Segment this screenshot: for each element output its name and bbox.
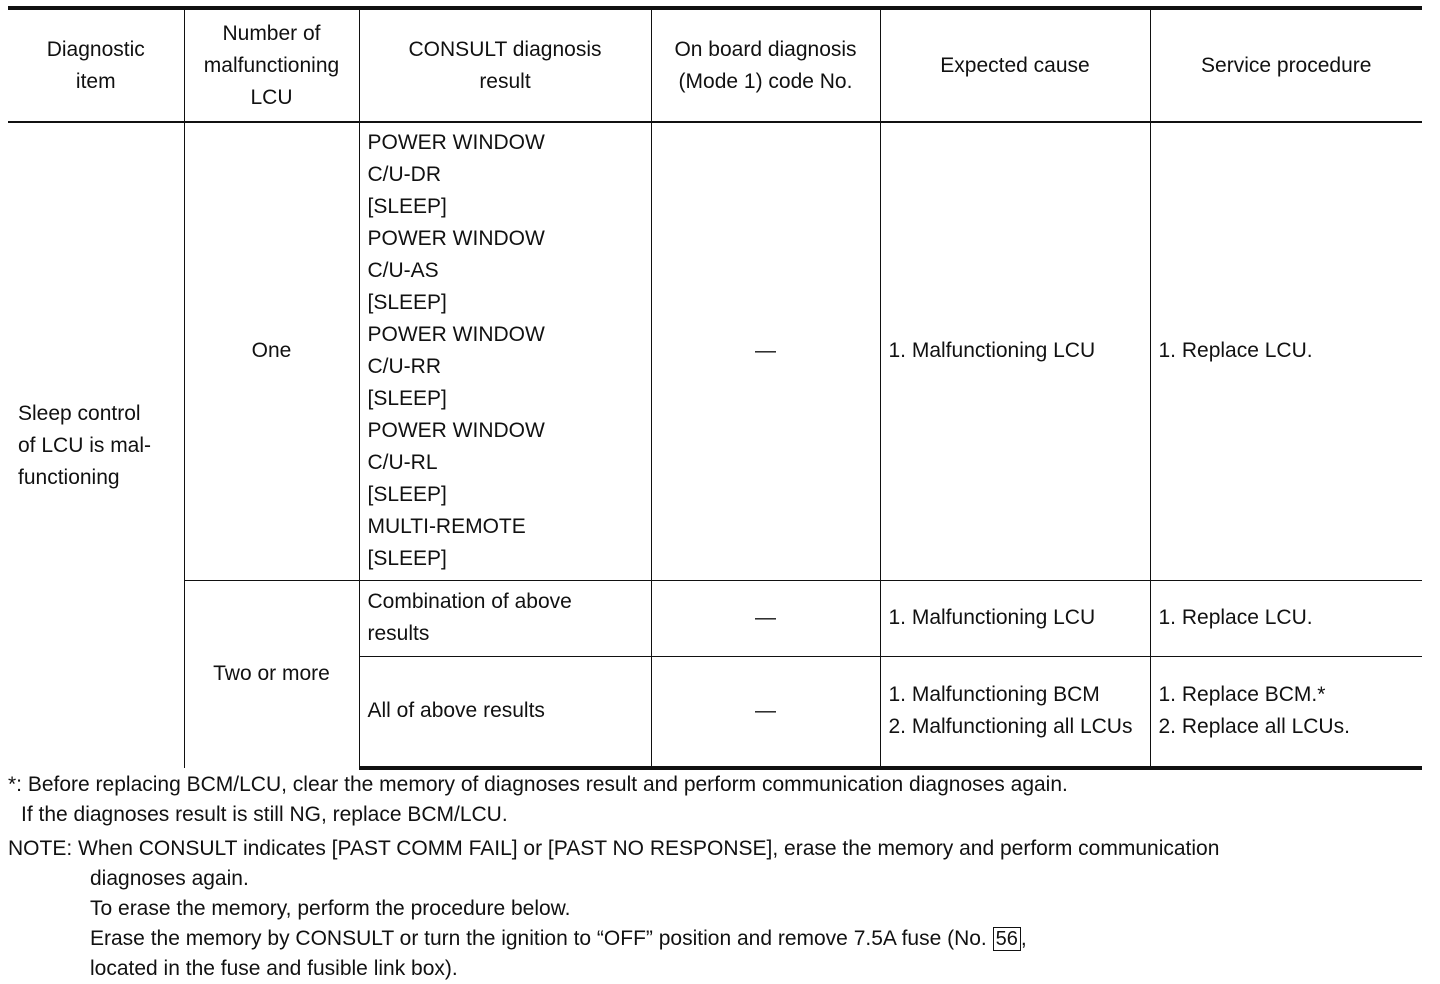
result-line: POWER WINDOW — [367, 323, 545, 347]
malfunction-count-cell: Two or more — [184, 580, 359, 768]
header-service-procedure — [1150, 8, 1422, 122]
procedure-line: 1. Replace LCU. — [1158, 339, 1313, 363]
note-block — [8, 834, 1428, 984]
result-line: POWER WINDOW — [367, 131, 545, 155]
consult-result-cell — [359, 122, 651, 580]
header-diagnostic-item — [8, 8, 184, 122]
header-text: Service procedure — [1201, 53, 1372, 77]
table-row — [8, 122, 1422, 580]
obd-code-cell: — — [651, 122, 880, 580]
footnote-line: *: Before replacing BCM/LCU, clear the memory of diagnoses result and perform communication diagnoses again. — [8, 773, 1068, 796]
header-text: Number of — [222, 21, 321, 45]
result-line: Combination of above — [367, 590, 572, 613]
note-line: To erase the memory, perform the procedure below. — [90, 897, 571, 920]
header-text: (Mode 1) code No. — [678, 69, 853, 93]
footnotes — [8, 770, 1428, 984]
cause-line: 2. Malfunctioning all LCUs — [888, 715, 1133, 739]
header-obd-code — [651, 8, 880, 122]
service-procedure-cell — [1150, 656, 1422, 768]
note-text: Erase the memory by CONSULT or turn the ignition to “OFF” position and remove 7.5A fuse (No. — [90, 927, 993, 950]
result-line: MULTI-REMOTE — [367, 515, 526, 539]
diagnostic-item-text: Sleep control — [18, 401, 141, 425]
result-line: [SLEEP] — [367, 291, 447, 315]
result-line: POWER WINDOW — [367, 419, 545, 443]
header-text: On board diagnosis — [674, 37, 857, 61]
note-line: diagnoses again. — [90, 867, 249, 890]
cause-line: 1. Malfunctioning LCU — [888, 606, 1096, 629]
header-text: CONSULT diagnosis — [408, 37, 602, 61]
header-consult-result — [359, 8, 651, 122]
note-line: located in the fuse and fusible link box). — [90, 957, 458, 980]
header-text: Expected cause — [940, 53, 1090, 77]
procedure-line: 2. Replace all LCUs. — [1158, 715, 1350, 739]
header-text: Diagnostic — [46, 37, 145, 61]
consult-result-cell — [359, 580, 651, 656]
diagnostic-item-text: of LCU is mal- — [18, 433, 152, 457]
header-text: malfunctioning — [203, 53, 340, 77]
diagnostic-item-cell — [8, 122, 184, 768]
service-procedure-cell — [1150, 122, 1422, 580]
result-line: All of above results — [367, 699, 545, 723]
cause-line: 1. Malfunctioning LCU — [888, 339, 1096, 363]
header-text: item — [75, 69, 116, 93]
result-line: [SLEEP] — [367, 195, 447, 219]
consult-result-cell — [359, 656, 651, 768]
malfunction-count-cell: One — [184, 122, 359, 580]
note-label: NOTE: — [8, 837, 73, 860]
note-first-line — [8, 834, 1428, 864]
result-line: C/U-AS — [367, 259, 439, 283]
result-line: results — [367, 622, 430, 645]
diagnostic-item-text: functioning — [18, 465, 120, 489]
header-number-malfunctioning — [184, 8, 359, 122]
header-text: result — [479, 69, 531, 93]
expected-cause-cell — [880, 656, 1150, 768]
expected-cause-cell — [880, 122, 1150, 580]
result-line: [SLEEP] — [367, 387, 447, 411]
result-line: POWER WINDOW — [367, 227, 545, 251]
note-text: When CONSULT indicates [PAST COMM FAIL] or [PAST NO RESPONSE], erase the memory and perform communication — [78, 837, 1220, 860]
service-procedure-cell — [1150, 580, 1422, 656]
header-row — [8, 8, 1422, 122]
header-text: LCU — [250, 85, 293, 109]
table-row — [8, 580, 1422, 656]
result-line: [SLEEP] — [367, 547, 447, 571]
procedure-line: 1. Replace LCU. — [1158, 606, 1313, 629]
expected-cause-cell — [880, 580, 1150, 656]
result-line: C/U-DR — [367, 163, 441, 187]
footnote-line: If the diagnoses result is still NG, replace BCM/LCU. — [21, 803, 508, 826]
header-expected-cause — [880, 8, 1150, 122]
result-line: C/U-RR — [367, 355, 441, 379]
note-line — [8, 924, 1428, 954]
result-line: C/U-RL — [367, 451, 438, 475]
diagnosis-table — [8, 6, 1422, 770]
fuse-number-box: 56 — [993, 927, 1021, 951]
procedure-line: 1. Replace BCM.* — [1158, 683, 1326, 707]
cause-line: 1. Malfunctioning BCM — [888, 683, 1100, 707]
obd-code-cell: — — [651, 580, 880, 656]
result-line: [SLEEP] — [367, 483, 447, 507]
note-text: , — [1020, 927, 1027, 950]
obd-code-cell: — — [651, 656, 880, 768]
